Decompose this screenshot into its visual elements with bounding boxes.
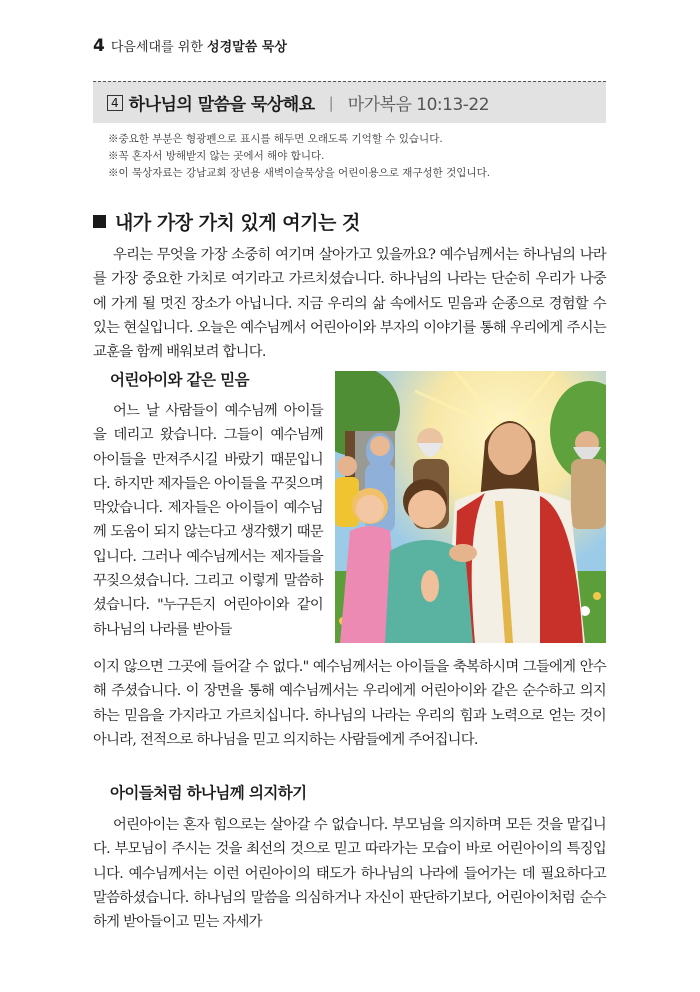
note-line: ※이 묵상자료는 강남교회 장년용 새벽이슬묵상을 어린이용으로 재구성한 것입니다.: [108, 167, 491, 179]
subsection1-paragraph-part1: 어느 날 사람들이 예수님께 아이들을 데리고 왔습니다. 그들이 예수님께 아이들을 만져주시길 바랐기 때문입니다. 하지만 제자들은 아이들을 꾸짖으며 막았습니다. 제자들은 아이들이 예수님께 도움이 되지 않는다고 생각했기 때문입니다. 그러나 예수님께서는 제자들을 꾸짖으셨습니다. 그리고 이렇게 말씀하셨습니다. "누구든지 어린아이와 같이 하나님의 나라를 받아들: [93, 403, 323, 638]
subsection-heading: 아이들처럼 하나님께 의지하기: [110, 784, 307, 802]
section-heading-text: 내가 가장 가치 있게 여기는 것: [115, 212, 360, 234]
title-box: [93, 81, 606, 123]
lesson-number-box: 4: [107, 95, 123, 111]
subsection1-paragraph-part2: 이지 않으면 그곳에 들어갈 수 없다." 예수님께서는 아이들을 축복하시며 그들에게 안수해 주셨습니다. 이 장면을 통해 예수님께서는 우리에게 어린아이와 같은 순수하고 의지하는 믿음을 가지라고 가르치십니다. 하나님의 나라는 우리의 힘과 노력으로 얻는 것이 아니라, 전적으로 하나님을 믿고 의지하는 사람들에게 주어집니다.: [93, 659, 606, 748]
title-separator: |: [328, 93, 334, 112]
notes: [108, 131, 608, 182]
running-head-prefix: 다음세대를 위한: [110, 40, 203, 55]
intro-paragraph: 우리는 무엇을 가장 소중히 여기며 살아가고 있을까요? 예수님께서는 하나님의 나라를 가장 중요한 가치로 여기라고 가르치셨습니다. 하나님의 나라는 단순히 우리가 나중에 가게 될 멋진 장소가 아닙니다. 지금 우리의 삶 속에서도 믿음과 순종으로 경험할 수 있는 현실입니다. 오늘은 예수님께서 어린아이와 부자의 이야기를 통해 우리에게 주시는 교훈을 함께 배워보려 합니다.: [93, 247, 606, 361]
illustration-svg: [335, 371, 606, 643]
square-bullet-icon: [93, 215, 106, 228]
subsection2-paragraph: 어린아이는 혼자 힘으로는 살아갈 수 없습니다. 부모님을 의지하며 모든 것을 맡깁니다. 부모님이 주시는 것을 최선의 것으로 믿고 따라가는 모습이 바로 어린아이의 특징입니다. 예수님께서는 이런 어린아이의 태도가 하나님의 나라에 들어가는 데 필요하다고 말씀하셨습니다. 하나님의 말씀을 의심하거나 자신이 판단하기보다, 어린아이처럼 순수하게 받아들이고 믿는 자세가: [93, 817, 606, 931]
section-heading: [93, 208, 360, 235]
page-number: 4: [93, 36, 105, 56]
note-line: ※꼭 혼자서 방해받지 않는 곳에서 해야 합니다.: [108, 150, 325, 162]
running-head-title: 성경말씀 묵상: [207, 40, 287, 55]
note-line: ※중요한 부분은 형광펜으로 표시를 해두면 오래도록 기억할 수 있습니다.: [108, 133, 443, 145]
jesus-blessing-children-illustration: [335, 371, 606, 643]
lesson-title: 하나님의 말씀을 묵상해요: [128, 95, 315, 115]
scripture-reference: 마가복음 10:13-22: [347, 95, 490, 115]
subsection-heading: 어린아이와 같은 믿음: [110, 371, 249, 389]
running-head: [93, 36, 287, 56]
